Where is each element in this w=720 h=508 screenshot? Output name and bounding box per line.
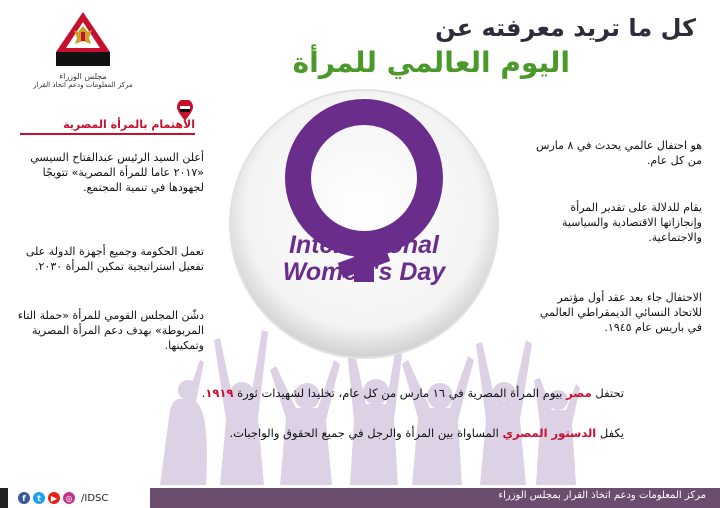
social-links: [0, 488, 150, 508]
page-title-line2: اليوم العالمي للمرأة: [292, 46, 570, 79]
fact-origin: الاحتفال جاء بعد عقد أول مؤتمر للاتحاد النسائي الديمقراطي العالمي في باريس عام ١٩٤٥.: [539, 291, 702, 334]
idsc-logo: [28, 8, 138, 104]
line2-highlight: الدستور المصري: [502, 426, 597, 440]
fact-date: هو احتفال عالمي يحدث في ٨ مارس من كل عام.: [536, 139, 702, 167]
egypt-fact-campaign: دشّن المجلس القومي للمرأة «حملة التاء المربوطة» بهدف دعم المرأة المصرية وتمكينها.: [17, 309, 204, 352]
egyptian-womens-day-line: تحتفل مصر بيوم المرأة المصرية في ١٦ مارس من كل عام، تخليدا لشهيدات ثورة ١٩١٩.: [201, 386, 624, 400]
constitution-line: [229, 426, 624, 440]
instagram-icon[interactable]: ◎: [63, 492, 75, 504]
line2-post: المساواة بين المرأة والرجل في جميع الحقوق والواجبات.: [229, 426, 499, 440]
egyptian-women-heading: الاهتمام بالمرأة المصرية: [20, 118, 195, 135]
womens-day-emblem: [226, 86, 502, 362]
logo-caption-2: مركز المعلومات ودعم اتخاذ القرار: [33, 81, 133, 89]
footer-edge-mark: [0, 488, 8, 508]
eagle-emblem-icon: [48, 8, 118, 70]
emblem-label-line2: Women's Day: [282, 258, 446, 286]
youtube-icon[interactable]: ▶: [48, 492, 60, 504]
egypt-fact-president: أعلن السيد الرئيس عبدالفتاح السيسي «٢٠١٧ عاما للمرأة المصرية» تتويجًا لجهودها في تنمية المجتمع.: [30, 151, 204, 194]
line1-pre: تحتفل: [595, 386, 624, 400]
line2-pre: يكفل: [599, 426, 624, 440]
twitter-icon[interactable]: t: [33, 492, 45, 504]
social-handle: /IDSC: [81, 492, 109, 504]
egypt-fact-strategy: تعمل الحكومة وجميع أجهزة الدولة على تفعيل استراتيجية تمكين المرأة ٢٠٣٠.: [25, 245, 204, 273]
line1-year: ١٩١٩: [205, 386, 234, 400]
footer-text: مركز المعلومات ودعم اتخاذ القرار بمجلس الوزراء: [498, 490, 706, 501]
facebook-icon[interactable]: f: [18, 492, 30, 504]
emblem-label-line1: International: [288, 231, 439, 259]
line1-mid: بيوم المرأة المصرية في ١٦ مارس من كل عام، تخليدا لشهيدات ثورة: [237, 386, 563, 400]
logo-caption-1: مجلس الوزراء: [59, 72, 107, 81]
page-title-line1: كل ما تريد معرفته عن: [435, 14, 696, 42]
fact-purpose: يقام للدلالة على تقدير المرأة وإنجازاتها الاقتصادية والسياسية والاجتماعية.: [561, 201, 702, 244]
line1-highlight: مصر: [566, 386, 592, 400]
